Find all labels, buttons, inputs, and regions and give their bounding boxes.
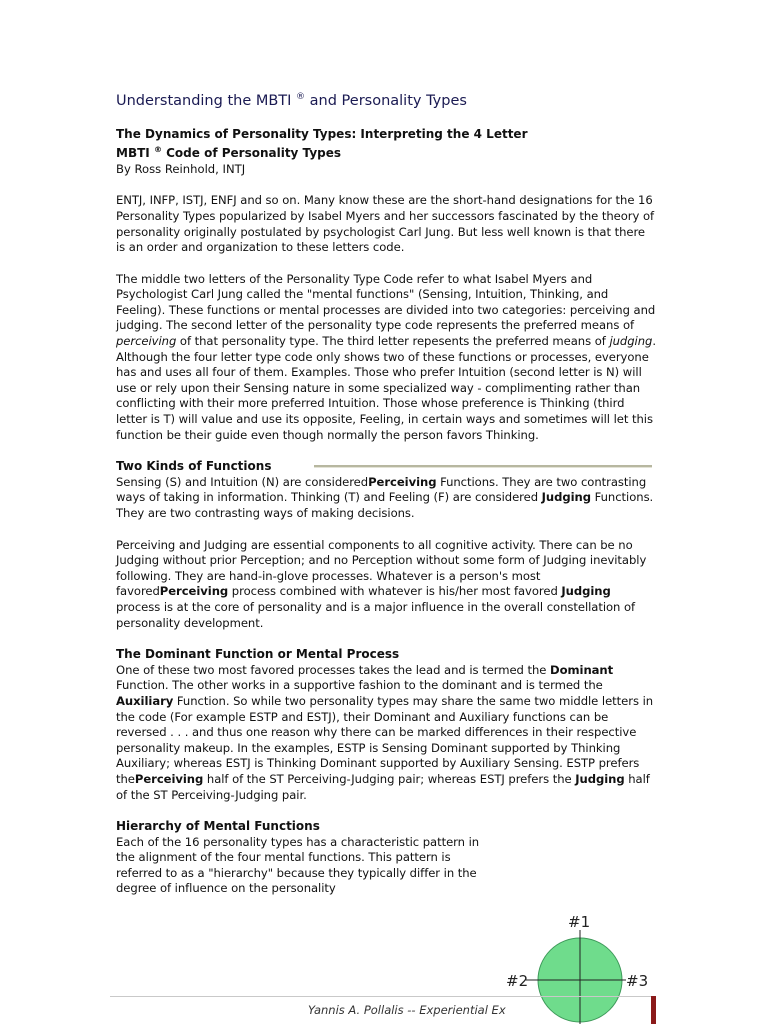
page-footer [110, 996, 656, 1025]
paragraph-perceiving-judging: Perceiving and Judging are essential components to all cognitive activity. There can be no Judging without prior Perception; and no Perception without some form of Judging inevitably following. They are hand-in-glove processes. Whatever is a person's most favoredPerceiving process combined with whatever is his/her most favored Judging process is at the core of personality and is a major influence in the overall constellation of personality development. [116, 537, 647, 630]
subtitle: The Dynamics of Personality Types: Interpreting the 4 Letter MBTI ® Code of Personality Types [116, 126, 528, 161]
paragraph-hierarchy: Each of the 16 personality types has a characteristic pattern in the alignment of the four mental functions. This pattern is referred to as a "hierarchy" because they typically differ in the degree of influence on the personality [116, 834, 480, 896]
section-two-kinds [116, 459, 656, 475]
diagram-label-1: #1 [568, 913, 591, 931]
paragraph-mental-functions: The middle two letters of the Personality Type Code refer to what Isabel Myers and Psychologist Carl Jung called the "mental functions" (Sensing, Intuition, Thinking, and Feeling). These functions or mental processes are divided into two categories: perceiving and judging. The second letter of the personality type code represents the preferred means of perceiving of that personality type. The third letter repesents the preferred means of judging. Although the four letter type code only shows two of these functions or processes, everyone has and uses all four of them. Examples. Those who prefer Intuition (second letter is N) will use or rely upon their Sensing nature in some specialized way - complimenting rather than conflicting with their more preferred Intuition. Those whose preference is Thinking (third letter is T) will value and use its opposite, Feeling, in certain ways and sometimes will let this function be their guide even though normally the person favors Thinking. [116, 271, 656, 442]
byline: By Ross Reinhold, INTJ [116, 161, 246, 176]
paragraph-intro: ENTJ, INFP, ISTJ, ENFJ and so on. Many know these are the short-hand designations for the 16 Personality Types popularized by Isabel Myers and her successors fascinated by the theory of personality originally postulated by psychologist Carl Jung. But less well known is that there is an order and organization to these letters code. [116, 193, 655, 255]
horizontal-rule [314, 465, 652, 468]
heading-dominant: The Dominant Function or Mental Process [116, 647, 400, 662]
diagram-label-2: #2 [506, 972, 529, 990]
paragraph-two-kinds: Sensing (S) and Intuition (N) are consideredPerceiving Functions. They are two contrasting ways of taking in information. Thinking (T) and Feeling (F) are considered Judging Functions. They are two contrasting ways of making decisions. [116, 474, 654, 521]
diagram-label-3: #3 [626, 972, 649, 990]
document-page [116, 92, 656, 913]
heading-hierarchy: Hierarchy of Mental Functions [116, 819, 320, 834]
footer-text: Yannis A. Pollalis -- Experiential Ex [308, 1003, 506, 1017]
document-title: Understanding the MBTI ® and Personality Types [116, 92, 467, 109]
paragraph-dominant: One of these two most favored processes takes the lead and is termed the Dominant Function. The other works in a supportive fashion to the dominant and is termed the Auxiliary Function. So while two personality types may share the same two middle letters in the code (For example ESTP and ESTJ), their Dominant and Auxiliary functions can be reversed . . . and thus one reason why there can be marked differences in their respective personality makeup. In the examples, ESTP is Sensing Dominant supported by Thinking Auxiliary; whereas ESTJ is Thinking Dominant supported by Auxiliary Sensing. ESTP prefers thePerceiving half of the ST Perceiving-Judging pair; whereas ESTJ prefers the Judging half of the ST Perceiving-Judging pair. [116, 662, 654, 802]
footer-accent-bar [651, 996, 656, 1024]
heading-two-kinds: Two Kinds of Functions [116, 459, 272, 474]
